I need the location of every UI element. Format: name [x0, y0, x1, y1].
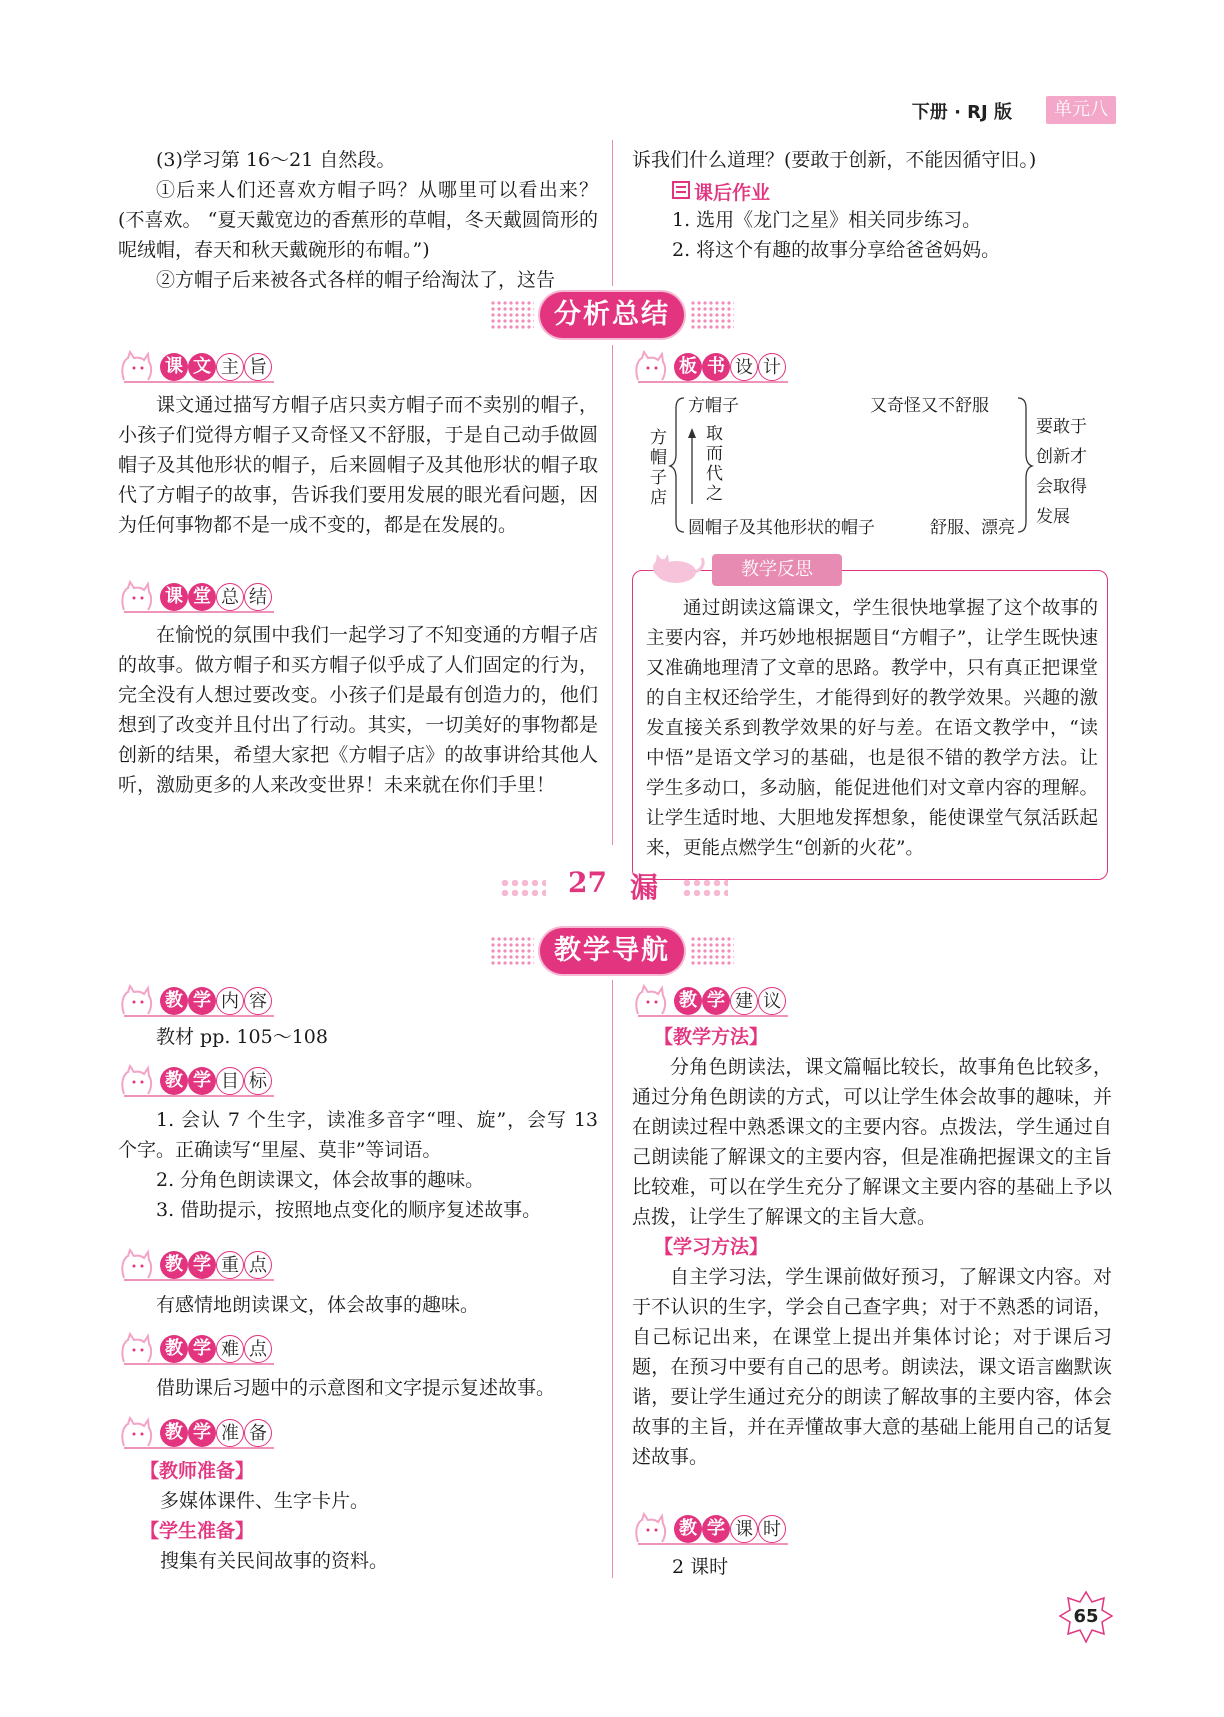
- banner-title: 教学导航: [540, 928, 684, 974]
- blackboard-top-desc: 又奇怪又不舒服: [870, 396, 989, 416]
- heading-teaching-goals: [118, 1064, 278, 1098]
- heading-char: 学: [188, 987, 216, 1015]
- heading-char: 点: [244, 1335, 272, 1363]
- homework-title: 课后作业: [694, 182, 771, 204]
- heading-difficulties: [118, 1332, 278, 1366]
- blackboard-bottom-item: 圆帽子及其他形状的帽子: [688, 518, 875, 538]
- heading-char: 旨: [244, 353, 272, 381]
- page-number: 65: [1058, 1590, 1114, 1646]
- heading-blackboard-design: [632, 350, 792, 384]
- heading-char: 设: [730, 353, 758, 381]
- heading-char: 目: [216, 1067, 244, 1095]
- header-unit-badge: 单元八: [1046, 96, 1116, 124]
- heading-suggestions: [632, 984, 792, 1018]
- heading-text-theme: [118, 350, 278, 384]
- list-item: 1. 会认 7 个生字，读准多音字“哩、旋”，会写 13 个字。正确读写“里屋、莫非”等词语。: [118, 1109, 598, 1161]
- reflection-tag: 教学反思: [712, 554, 842, 586]
- column-divider: [612, 140, 613, 286]
- list-item: 2. 分角色朗读课文，体会故事的趣味。: [156, 1169, 485, 1191]
- heading-char: 书: [702, 353, 730, 381]
- blackboard-diagram: [640, 392, 1100, 542]
- heading-char: 教: [160, 1067, 188, 1095]
- heading-char: 重: [216, 1251, 244, 1279]
- heading-char: 堂: [188, 583, 216, 611]
- heading-char: 教: [160, 987, 188, 1015]
- heading-class-summary: [118, 580, 278, 614]
- heading-char: 板: [674, 353, 702, 381]
- heading-char: 内: [216, 987, 244, 1015]
- decorative-dots-icon: [490, 300, 534, 330]
- homework-item: 1. 选用《龙门之星》相关同步练习。: [672, 209, 982, 231]
- heading-char: 总: [216, 583, 244, 611]
- heading-char: 教: [160, 1419, 188, 1447]
- heading-char: 标: [244, 1067, 272, 1095]
- heading-char: 学: [188, 1335, 216, 1363]
- paragraph: 借助课后习题中的示意图和文字提示复述故事。: [156, 1377, 556, 1399]
- paragraph: 教材 pp. 105～108: [156, 1026, 328, 1048]
- cat-icon: [118, 350, 158, 384]
- cat-icon: [118, 580, 158, 614]
- heading-char: 教: [160, 1251, 188, 1279]
- heading-char: 课: [160, 583, 188, 611]
- learning-tag: 【学习方法】: [654, 1236, 769, 1258]
- heading-char: 难: [216, 1335, 244, 1363]
- cat-icon: [632, 1512, 672, 1546]
- teacher-prep-tag: 【教师准备】: [140, 1460, 255, 1482]
- heading-char: 计: [758, 353, 786, 381]
- heading-key-points: [118, 1248, 278, 1282]
- heading-char: 议: [758, 987, 786, 1015]
- blackboard-conclusion: 要敢于 创新才 会取得 发展: [1036, 417, 1087, 527]
- heading-char: 教: [160, 1335, 188, 1363]
- heading-char: 学: [188, 1251, 216, 1279]
- decorative-dots-icon: [690, 936, 734, 966]
- student-prep-tag: 【学生准备】: [140, 1520, 255, 1542]
- column-divider: [612, 980, 613, 1578]
- heading-char: 建: [730, 987, 758, 1015]
- paragraph: 课文通过描写方帽子店只卖方帽子而不卖别的帽子，小孩子们觉得方帽子又奇怪又不舒服，于是自己动手做圆帽子及其他形状的帽子，后来圆帽子及其他形状的帽子取代了方帽子的故事，告诉我们要用发展的眼光看问题，因为任何事物都不是一成不变的，都是在发展的。: [118, 394, 598, 536]
- heading-char: 课: [160, 353, 188, 381]
- cat-icon: [632, 350, 672, 384]
- heading-char: 学: [702, 1515, 730, 1543]
- paragraph: 搜集有关民间故事的资料。: [160, 1550, 389, 1572]
- section-banner-analysis: [490, 292, 734, 338]
- list-item: 3. 借助提示，按照地点变化的顺序复述故事。: [156, 1199, 542, 1221]
- heading-char: 教: [674, 1515, 702, 1543]
- cat-icon: [118, 1332, 158, 1366]
- decorative-dots-icon: [490, 936, 534, 966]
- heading-char: 课: [730, 1515, 758, 1543]
- column-divider: [612, 345, 613, 845]
- cat-icon: [118, 1064, 158, 1098]
- heading-char: 学: [188, 1419, 216, 1447]
- paragraph: 多媒体课件、生字卡片。: [160, 1490, 370, 1512]
- lesson-number: 27: [568, 866, 607, 899]
- left-top-text: [118, 145, 598, 295]
- homework-heading: [672, 175, 1112, 205]
- heading-char: 教: [674, 987, 702, 1015]
- method-tag: 【教学方法】: [654, 1026, 769, 1048]
- section-banner-navigation: [490, 928, 734, 974]
- right-top-text: [632, 145, 1112, 265]
- heading-char: 学: [188, 1067, 216, 1095]
- decorative-dots-icon: [690, 300, 734, 330]
- heading-preparation: [118, 1416, 278, 1450]
- lesson-title: [500, 866, 724, 906]
- banner-title: 分析总结: [540, 292, 684, 338]
- homework-icon: [672, 181, 690, 199]
- decorative-dots-icon: [682, 878, 728, 898]
- blackboard-top-item: 方帽子: [688, 396, 739, 416]
- paragraph: 自主学习法，学生课前做好预习，了解课文内容。对于不认识的生字，学会自己查字典；对于不熟悉的词语，自己标记出来，在课堂上提出并集体讨论；对于课后习题，在预习中要有自己的思考。朗读法，课文语言幽默诙谐，要让学生通过充分的朗读了解故事的主要内容，体会故事的主旨，并在弄懂故事大意的基础上能用自己的话复述故事。: [632, 1266, 1112, 1468]
- heading-char: 容: [244, 987, 272, 1015]
- paragraph: 诉我们什么道理？(要敢于创新，不能因循守旧。): [632, 149, 1037, 171]
- heading-char: 备: [244, 1419, 272, 1447]
- homework-item: 2. 将这个有趣的故事分享给爸爸妈妈。: [672, 239, 1001, 261]
- blackboard-replace: 取 而 代 之: [706, 424, 723, 504]
- header-edition: 下册 · RJ 版: [911, 102, 1012, 123]
- reflection-text: 通过朗读这篇课文，学生很快地掌握了这个故事的主要内容，并巧妙地根据题目“方帽子”，让学生既快速又准确地理清了文章的思路。教学中，只有真正把课堂的自主权还给学生，才能得到好的教学效果。兴趣的激发直接关系到教学效果的好与差。在语文教学中，“读中悟”是语文学习的基础，也是很不错的教学方法。让学生多动口，多动脑，能促进他们对文章内容的理解。让学生适时地、大胆地发挥想象，能使课堂气氛活跃起来，更能点燃学生“创新的火花”。: [646, 598, 1098, 859]
- decorative-dots-icon: [500, 878, 546, 898]
- cat-icon: [118, 1416, 158, 1450]
- heading-char: 文: [188, 353, 216, 381]
- paragraph: 在愉悦的氛围中我们一起学习了不知变通的方帽子店的故事。做方帽子和买方帽子似乎成了人们固定的行为，完全没有人想过要改变。小孩子们是最有创造力的，他们想到了改变并且付出了行动。其实，一切美好的事物都是创新的结果，希望大家把《方帽子店》的故事讲给其他人听，激励更多的人来改变世界！未来就在你们手里！: [118, 624, 598, 796]
- paragraph: ②方帽子后来被各式各样的帽子给淘汰了，这告: [156, 269, 556, 291]
- lesson-name: 漏: [630, 871, 659, 904]
- cat-icon: [118, 984, 158, 1018]
- heading-char: 准: [216, 1419, 244, 1447]
- cat-icon: [118, 1248, 158, 1282]
- heading-teaching-content: [118, 984, 278, 1018]
- cat-icon: [640, 552, 710, 586]
- heading-char: 时: [758, 1515, 786, 1543]
- heading-char: 结: [244, 583, 272, 611]
- paragraph: 分角色朗读法，课文篇幅比较长，故事角色比较多，通过分角色朗读的方式，可以让学生体会故事的趣味，并在朗读过程中熟悉课文的主要内容。点拨法，学生通过自己朗读能了解课文的主要内容，但是准确把握课文的主旨比较难，可以在学生充分了解课文主要内容的基础上予以点拨，让学生了解课文的主旨大意。: [632, 1056, 1112, 1228]
- heading-char: 主: [216, 353, 244, 381]
- heading-char: 点: [244, 1251, 272, 1279]
- heading-char: 学: [702, 987, 730, 1015]
- paragraph: (3)学习第 16～21 自然段。: [156, 149, 396, 171]
- blackboard-store: 方 帽 子 店: [650, 428, 667, 508]
- paragraph: 有感情地朗读课文，体会故事的趣味。: [156, 1294, 480, 1316]
- paragraph: 2 课时: [672, 1556, 729, 1578]
- cat-icon: [632, 984, 672, 1018]
- heading-class-hours: [632, 1512, 792, 1546]
- paragraph: ①后来人们还喜欢方帽子吗？从哪里可以看出来？(不喜欢。 “夏天戴宽边的香蕉形的草帽，冬天戴圆筒形的呢绒帽，春天和秋天戴碗形的布帽。”): [118, 179, 598, 261]
- blackboard-bottom-desc: 舒服、漂亮: [930, 518, 1015, 538]
